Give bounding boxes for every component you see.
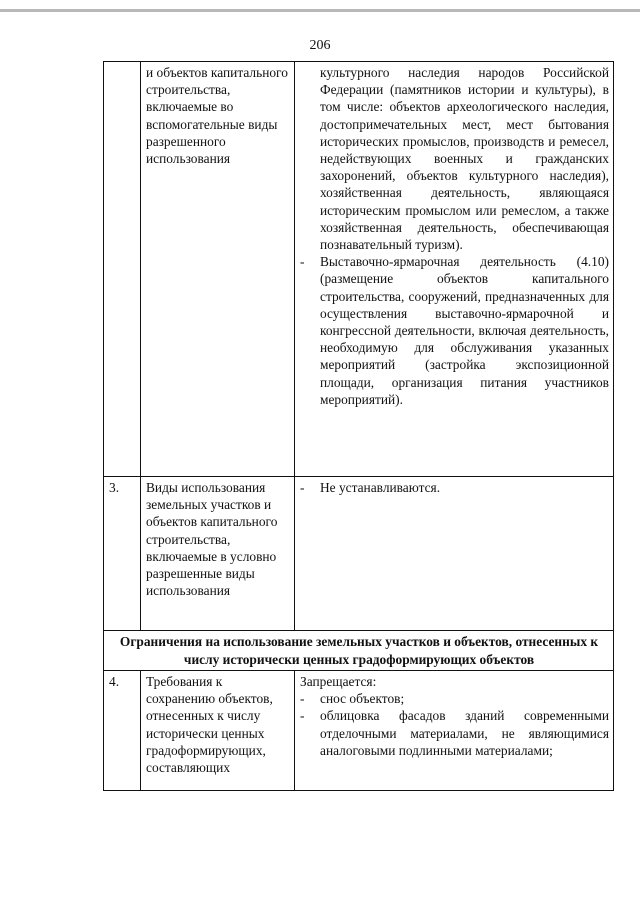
- list-item-text: Не устанавливаются.: [320, 480, 441, 495]
- continued-text: культурного наследия народов Российской Федерации (памятников истории и культуры), в том числе: объектов археологического наследия, достопримечательных мест, мест бытования исторических промыслов, производств и ремесел, недействующих военных и гражданских захоронений, объектов культурного наследия), хозяйственная деятельность, являющаяся историческим промыслом или ремеслом, а также хозяйственная деятельность, обеспечивающая познавательный туризм).: [320, 65, 609, 253]
- row-name-cell: [141, 477, 295, 631]
- section-header: Ограничения на использование земельных участков и объектов, отнесенных к числу исторически ценных градоформирующих объектов: [104, 631, 614, 671]
- regulations-table: [103, 61, 614, 791]
- row-name-cell: [141, 62, 295, 477]
- list-dash: -: [300, 691, 305, 707]
- row-intro-text: Запрещается:: [300, 674, 377, 689]
- row-number-cell: 4.: [104, 671, 141, 791]
- row-number-cell: [104, 62, 141, 477]
- list-item: [300, 479, 609, 496]
- list-item-text: облицовка фасадов зданий современными отделочными материалами, не являющимися аналоговыми подлинными материалами;: [320, 708, 609, 758]
- page-number: 206: [309, 38, 331, 53]
- table-row: [104, 62, 614, 477]
- row-number-cell: 3.: [104, 477, 141, 631]
- row-content-cell: [295, 477, 614, 631]
- list-item: [300, 690, 609, 707]
- list-dash: -: [300, 254, 305, 270]
- row-content-cell: [295, 62, 614, 477]
- list-item: [300, 707, 609, 759]
- list-dash: -: [300, 708, 305, 724]
- scan-top-border: [0, 9, 640, 12]
- list-item-text: Выставочно-ярмарочная деятельность (4.10) (размещение объектов капитального строительства, сооружений, предназначенных для осуществления выставочно-ярмарочной и конгрессной деятельности, включая деятельность, необходимую для обслуживания указанных мероприятий (застройка экспозиционной площади, организация питания участников мероприятий).: [320, 254, 609, 407]
- row-name-text: и объектов капитального строительства, включаемые во вспомогательные виды разрешенного использования: [146, 65, 288, 167]
- list-item: [300, 253, 609, 408]
- row-name-cell: [141, 671, 295, 791]
- section-header-row: [104, 631, 614, 671]
- row-content-cell: [295, 671, 614, 791]
- list-item-text: снос объектов;: [320, 691, 405, 707]
- list-dash: -: [300, 480, 305, 495]
- table-row: [104, 477, 614, 631]
- row-name-text: Требования к сохранению объектов, отнесенных к числу исторически ценных градоформирующих, составляющих: [146, 674, 273, 776]
- table-row: [104, 671, 614, 791]
- row-name-text: Виды использования земельных участков и объектов капитального строительства, включаемые в условно разрешенные виды использования: [146, 480, 278, 599]
